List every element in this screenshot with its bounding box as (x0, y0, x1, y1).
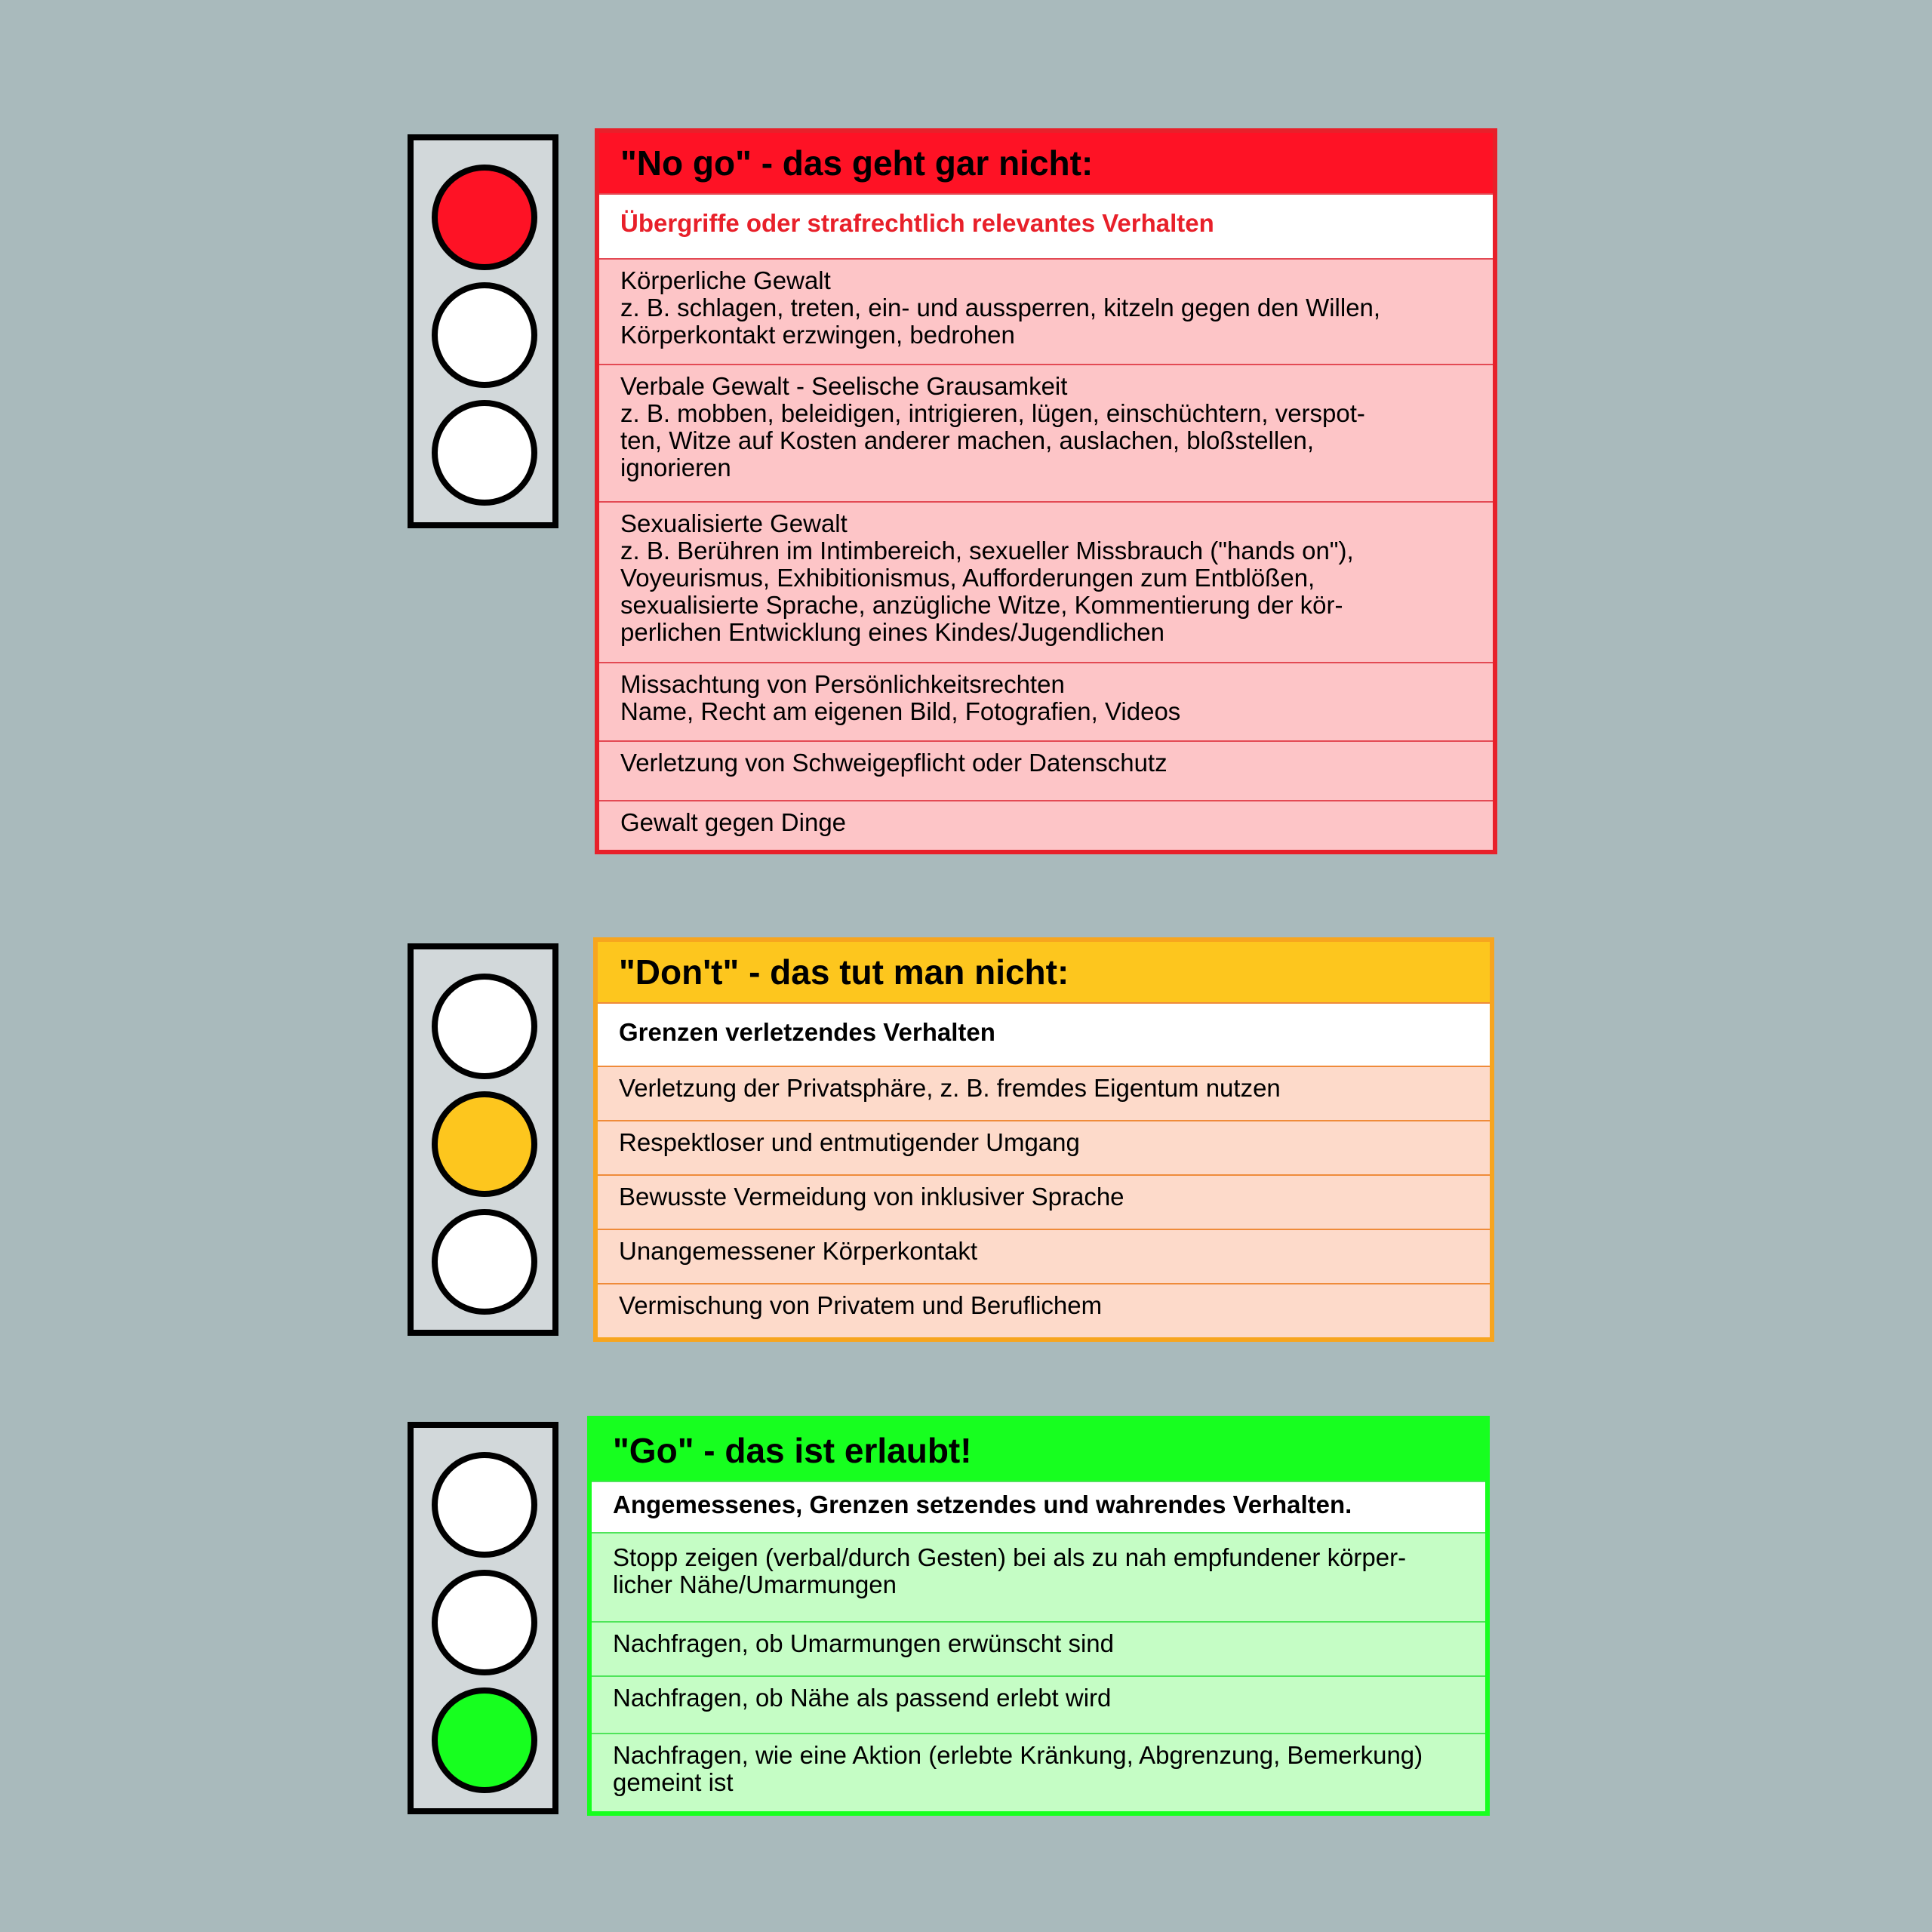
list-item: Missachtung von Persönlichkeitsrechten Name, Recht am eigenen Bild, Fotografien, Videos (599, 662, 1493, 740)
panel-no-go (595, 128, 1497, 854)
list-item: Gewalt gegen Dinge (599, 800, 1493, 850)
list-item: Verletzung von Schweigepflicht oder Datenschutz (599, 740, 1493, 800)
traffic-light-no-go (408, 134, 558, 528)
panel-go (587, 1416, 1490, 1816)
traffic-light-dont (408, 943, 558, 1336)
yellow-lamp-off (432, 1570, 537, 1675)
list-item: Nachfragen, wie eine Aktion (erlebte Kränkung, Abgrenzung, Bemerkung) gemeint ist (592, 1733, 1485, 1811)
list-item: Vermischung von Privatem und Beruflichem (598, 1283, 1490, 1337)
red-lamp-off (432, 974, 537, 1079)
panel-title: "Go" - das ist erlaubt! (592, 1420, 1485, 1481)
panel-heading: Grenzen verletzendes Verhalten (598, 1002, 1490, 1066)
list-item: Körperliche Gewalt z. B. schlagen, treten, ein- und aussperren, kitzeln gegen den Willen, Körperkontakt erzwingen, bedrohen (599, 258, 1493, 364)
panel-heading: Übergriffe oder strafrechtlich relevantes Verhalten (599, 193, 1493, 258)
red-lamp-off (432, 1452, 537, 1558)
green-lamp-off (432, 1209, 537, 1315)
panel-title: "Don't" - das tut man nicht: (598, 942, 1490, 1002)
list-item: Verletzung der Privatsphäre, z. B. fremdes Eigentum nutzen (598, 1066, 1490, 1120)
list-item: Nachfragen, ob Umarmungen erwünscht sind (592, 1621, 1485, 1675)
list-item: Bewusste Vermeidung von inklusiver Sprache (598, 1174, 1490, 1229)
panel-dont (593, 937, 1494, 1342)
panel-heading: Angemessenes, Grenzen setzendes und wahrendes Verhalten. (592, 1481, 1485, 1532)
green-lamp-on (432, 1687, 537, 1793)
yellow-lamp-off (432, 282, 537, 388)
list-item: Nachfragen, ob Nähe als passend erlebt wird (592, 1675, 1485, 1733)
red-lamp-on (432, 165, 537, 270)
yellow-lamp-on (432, 1091, 537, 1197)
list-item: Respektloser und entmutigender Umgang (598, 1120, 1490, 1174)
green-lamp-off (432, 400, 537, 506)
traffic-light-go (408, 1422, 558, 1814)
panel-title: "No go" - das geht gar nicht: (599, 133, 1493, 193)
list-item: Unangemessener Körperkontakt (598, 1229, 1490, 1283)
list-item: Stopp zeigen (verbal/durch Gesten) bei als zu nah empfundener körper- licher Nähe/Umarmungen (592, 1532, 1485, 1621)
list-item: Sexualisierte Gewalt z. B. Berühren im Intimbereich, sexueller Missbrauch ("hands on"), Voyeurismus, Exhibitionismus, Aufforderungen zum Entblößen, sexualisierte Sprache, anzügliche Witze, Kommentierung der kör- perlichen Entwicklung eines Kindes/Jugendlichen (599, 501, 1493, 662)
list-item: Verbale Gewalt - Seelische Grausamkeit z. B. mobben, beleidigen, intrigieren, lügen, einschüchtern, verspot- ten, Witze auf Kosten anderer machen, auslachen, bloßstellen, ignorieren (599, 364, 1493, 501)
